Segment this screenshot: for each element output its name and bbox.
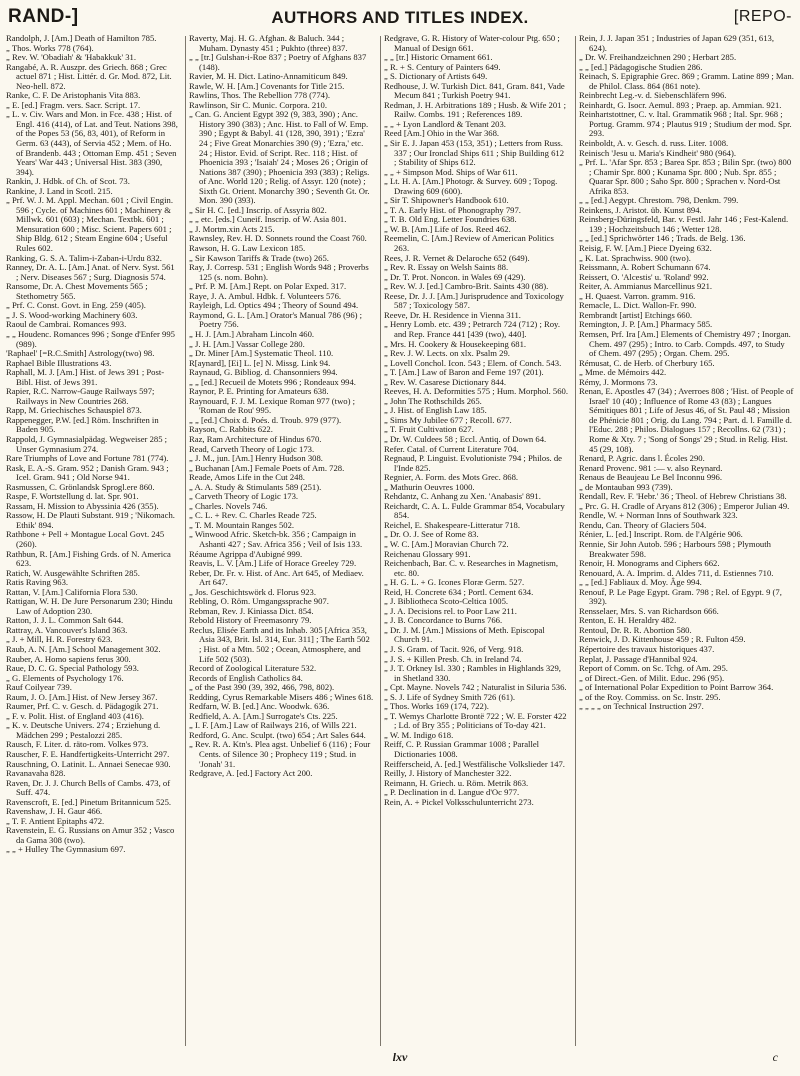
index-entry: Rendu, Can. Theory of Glaciers 504. [579,519,707,530]
index-entry: „ Rev. R. Essay on Welsh Saints 88. [384,262,509,273]
index-entry: Rawlinson, Sir C. Munic. Corpora. 210. [189,99,327,110]
index-entry: „ „ [ed.] Aegypt. Chrestom. 798, Denkm. 799. [579,195,739,206]
index-entry: Rassam, H. Mission to Abyssinia 426 (355). [6,500,159,511]
index-entry: „ Sir T. Shipowner's Handbook 610. [384,195,509,206]
index-entry: „ A. A. Study & Stimulants 589 (251). [189,481,322,492]
index-entry: „ E. [ed.] Fragm. vers. Sacr. Script. 17. [6,99,141,110]
index-entry: „ K. Lat. Sprachwiss. 900 (two). [579,252,691,263]
index-entry: Raphael Bible Illustrations 43. [6,357,112,368]
index-entry: Renard Provenc. 981 :— v. also Reynard. [579,462,723,473]
index-entry: „ J. Bibliotheca Scoto-Celtica 1005. [384,596,509,607]
index-entry: Replat, J. Passage d'Hannibal 924. [579,653,698,664]
index-entry: „ Prf. W. J. M. Appl. Mechan. 601 ; Civil Engin. 596 ; Cycle. of Machines 601 ; Machinery & Millwk. 601 (603) ; Mechan. Textbk. 601 ; Mensuration 600 ; Misc. Scient. Papers 601 ; Ship Bldg. 612 ; Steam Engine 604 ; Useful Rules 602. [6,195,173,254]
index-entry: Ravanavaha 828. [6,768,66,779]
index-entry: „ Prf. P. M. [Am.] Rept. on Polar Exped. 317. [189,281,347,292]
index-entry: Raz, Ram Architecture of Hindus 670. [189,433,322,444]
index-entry: „ G. Elements of Psychology 176. [6,672,124,683]
index-entry: Rembrandt [artist] Etchings 660. [579,309,693,320]
index-entry: Reichardt, C. A. L. Fulde Grammar 854, Vocabulary 854. [384,500,565,521]
index-column-2 [189,34,374,1050]
index-entry: „ T. M. Mountain Ranges 502. [189,519,295,530]
index-entry: Rauschning, O. Latinit. L. Annaei Senecae 930. [6,758,171,769]
index-entry: Reinhartstottner, C. v. Ital. Grammatik 968 ; Ital. Spr. 968 ; Portug. Gramm. 974 ; Plautus 919 ; Studium der mod. Spr. 293. [579,109,792,139]
index-entry: „ L. v. Civ. Wars and Mon. in Fce. 438 ; Hist. of Engl. 416 (414), of Lat. and Teut. Nations 398, of the Popes 53 (56, 83, 401), of Reform in Germ. 63 (443), of Servia 452 ; Mem. of Ho. of Brandenb. 443 ; Ottoman Emp. 451 ; Seven Years' War 443 ; Universal Hist. 383 (390, 394). [6,109,178,177]
index-entry: Rayleigh, Ld. Optics 494 ; Theory of Sound 494. [189,300,359,311]
index-entry: „ Rev. W. Casarese Dictionary 844. [384,376,507,387]
running-head-left: RAND-] [8,6,79,27]
index-entry: Rawle, W. H. [Am.] Covenants for Title 215. [189,80,345,91]
index-entry: Réaume Agrippa d'Aubigné 999. [189,548,303,559]
index-entry: Rattray, A. Vancouver's Island 363. [6,624,128,635]
index-entry: Raphall, M. J. [Am.] Hist. of Jews 391 ; Post-Bibl. Hist. of Jews 391. [6,367,165,387]
index-entry: „ Sims My Jubilee 677 ; Recoll. 677. [384,414,512,425]
index-entry: Reclus, Elisée Earth and its Inhab. 305 [Africa 353, Asia 343, Brit. Isl. 314, Eur. 311] ; The Earth 502 ; Hist. of a Mtn. 502 ; Ocean, Atmosphere, and Life 502 (503). [189,624,370,664]
index-entry: Randolph, J. [Am.] Death of Hamilton 785. [6,34,157,43]
index-entry: „ J. A. Decisions rel. to Poor Law 211. [384,605,517,616]
index-entry: Reimann, H. Griech. u. Röm. Metrik 863. [384,777,529,788]
index-entry: „ F. v. Polit. Hist. of England 403 (416). [6,710,144,721]
index-entry: Rathbone + Pell + Montague Local Govt. 245 (260). [6,529,165,549]
index-entry: Renouard, A. A. Imprim. d. Aldes 711, d. Estiennes 710. [579,567,774,578]
index-entry: „ T. Wemys Charlotte Brontë 722 ; W. E. Forster 422 ; Ld. of Bry 355 ; Politicians of To-day 421. [384,710,567,731]
index-entry: „ W. M. Indigo 618. [384,729,454,740]
index-entry: „ Thos. Works 778 (764). [6,42,94,53]
index-entry: „ Rev. R. A. Ktn's. Plea agst. Unbelief 6 (116) ; Four Cents. of Silence 30 ; Prophecy 119 ; Stud. in 'Jonah' 31. [189,739,371,769]
index-entry: Rappenegger, P.W. [ed.] Röm. Inschriften in Baden 905. [6,414,159,435]
index-entry: Raye, J. A. Ambul. Hdbk. f. Volunteers 576. [189,290,342,301]
index-entry: Redfield, A. A. [Am.] Surrogate's Cts. 225. [189,710,338,721]
index-entry: „ P. Declination in d. Langue d'Oc 977. [384,787,520,798]
index-entry: „ Prf. C. Const. Govt. in Eng. 259 (405). [6,300,146,311]
index-entry: Rattigan, W. H. De Jure Personarum 230; Hindu Law of Adoption 230. [6,596,173,616]
index-entry: Reinisch 'Jesu u. Maria's Kindheit' 980 (964). [579,147,737,158]
index-entry: Read, Carveth Theory of Logic 173. [189,443,315,454]
index-entry: Remsen, Prf. Ira [Am.] Elements of Chemistry 497 ; Inorgan. Chem. 497 (295) ; Intro. to Carb. Compds. 497, to Study of Chem. 497 (295) ; Organ. Chem. 295. [579,328,791,359]
page-title: AUTHORS AND TITLES INDEX. [271,8,529,27]
index-entry: Ranke, C. F. De Aristophanis Vita 883. [6,90,141,101]
index-entry: „ Rev. J. W. Lects. on xlx. Psalm 29. [384,348,510,359]
index-entry: Rennie, Sir John Autob. 596 ; Harbours 598 ; Plymouth Breakwater 598. [579,538,771,559]
index-entry: R[aynard], [Ei] L. [e] N. Missg. Link 94. [189,357,331,368]
index-entry: Ravenstein, E. G. Russians on Amur 352 ; Vasco da Gama 308 (two). [6,825,175,845]
index-entry: Renouf, P. Le Page Egypt. Gram. 798 ; Rel. of Egypt. 9 (7, 392). [579,586,782,607]
index-entry: „ H. G. L. + G. Icones Floræ Germ. 527. [384,577,525,588]
index-entry: Rémy, J. Mormons 73. [579,376,658,387]
index-entry: Rawson, H. G. Law Lexicon 185. [189,243,306,254]
index-entry: „ J. B. Concordance to Burns 766. [384,615,503,626]
index-entry: Reiter, A. Ammianus Marcellinus 921. [579,281,713,292]
index-entry: Ranney, Dr. A. L. [Am.] Anat. of Nerv. Syst. 561 ; Nerv. Diseases 567 ; Surg. Diagnosis 574. [6,262,175,282]
index-entry: Raverty, Maj. H. G. Afghan. & Baluch. 344 ; Muham. Dynasty 451 ; Pukhto (three) 837. [189,34,348,53]
index-entry: Ratich, W. Ausgewählte Schriften 285. [6,567,140,578]
index-entry: Raynaud, G. Bibliog. d. Chansonniers 994. [189,367,338,378]
index-entry: „ Prf. L. 'Afar Spr. 853 ; Barea Spr. 853 ; Bilin Spr. (two) 800 ; Chamir Spr. 800 ; Kunama Spr. 800 ; Nub. Spr. 855 ; Quarar Spr. 800 ; Saho Spr. 800 ; Sprachen v. Nord-Ost Afrika 853. [579,157,792,196]
index-entry: Rees, J. R. Vernet & Delaroche 652 (649). [384,252,530,263]
index-entry: „ H. J. [Am.] Abraham Lincoln 460. [189,328,315,339]
index-entry: Rawnsley, Rev. H. D. Sonnets round the Coast 760. [189,233,367,244]
index-entry: „ I. F. [Am.] Law of Railways 216, of Wills 221. [189,720,357,731]
index-entry: Reisig, F. W. [Am.] Piece Dyeing 632. [579,243,712,254]
index-entry: Reavis, L. V. [Am.] Life of Horace Greeley 729. [189,558,357,569]
index-entry: Raspe, F. Wortstellung d. lat. Spr. 901. [6,491,139,502]
index-entry: Reinach, S. Epigraphie Grec. 869 ; Gramm. Latine 899 ; Man. de Philol. Class. 864 (861 note). [579,71,794,91]
index-entry: „ H. Quaest. Varron. gramm. 916. [579,290,696,301]
page-header [8,4,792,32]
index-entry: Rankine, J. Land in Scotl. 215. [6,185,113,196]
index-entry: „ J. S. + Killen Presb. Ch. in Ireland 74. [384,653,522,664]
index-column-4 [579,34,794,1050]
index-entry: „ Lovell Conchol. Icon. 543 ; Elem. of Conch. 543. [384,357,562,368]
index-entry: Redhouse, J. W. Turkish Dict. 841, Gram. 841, Vade Mecum 841 ; Turkish Poetry 941. [384,80,565,101]
index-entry: „ C. L. + Rev. C. Charles Reade 725. [189,510,317,521]
index-entry: „ „ etc. [eds.] Cuneif. Inscrip. of W. Asia 801. [189,214,347,225]
index-entry: Rattan, V. [Am.] California Flora 530. [6,586,138,597]
index-entry: Redgrave, A. [ed.] Factory Act 200. [189,768,313,779]
index-entry: Rein, J. J. Japan 351 ; Industries of Japan 629 (351, 613, 624). [579,34,774,53]
index-entry: Reber, Dr. Fr. v. Hist. of Anc. Art 645, of Mediaev. Art 647. [189,567,364,588]
index-entry: „ John The Rothschilds 265. [384,395,482,406]
index-entry: „ of the Roy. Commiss. on Sc. Instr. 295. [579,691,721,702]
index-entry: Ratton, J. J. L. Common Salt 644. [6,615,124,626]
index-entry: Rappold, J. Gymnasialpädag. Wegweiser 285 ; Unser Gymnasium 274. [6,433,168,454]
index-entry: „ Charles. Novels 746. [189,500,268,511]
index-entry: Raven, Dr. J. J. Church Bells of Cambs. 473, of Suff. 474. [6,777,171,798]
index-entry: „ „ [ed.] Sprichwörter 146 ; Trads. de Belg. 136. [579,233,746,244]
index-entry: Reid, H. Concrete 634 ; Portl. Cement 634. [384,586,534,597]
index-entry: Reichenbach, Bar. C. v. Researches in Magnetism, etc. 80. [384,558,559,578]
index-entry: „ Rev. W. J. [ed.] Cambro-Brit. Saints 430 (88). [384,281,549,292]
running-head-right: [REPO- [733,8,792,25]
index-entry: Reinbrecht Leg.-v. d. Siebenschläfern 996. [579,90,727,101]
index-entry: Ranking, G. S. A. Talim-i-Zaban-i-Urdu 832. [6,252,162,263]
index-column-3 [384,34,568,1050]
index-entry: „ „ + Lyon Landlord & Tenant 203. [384,118,506,129]
index-entry: „ Mme. de Mémoirs 442. [579,367,667,378]
index-entry: Renan, E. Apostles 47 (34) ; Averroes 808 ; 'Hist. of People of Israel' 10 (40) ; Influence of Rome 43 (83) ; Langues Sémitiques 801 ; Life of Jesus 46, of St. Paul 48 ; Mission de Phénicie 801 ; Orig. du Lang. 794 ; Part. d. l. Famille d. l'Educ. 288 ; Philos. Dialogues 157 ; Recollns. 62 (731) ; Rome & Xty. 7 ; 'Song of Songs' 29 ; Stud. in Relig. Hist. 45 (29, 108). [579,386,794,454]
index-entry: „ Mrs. H. Cookery & Housekeeping 681. [384,338,527,349]
index-entry: „ T. B. Old Eng. Letter Foundries 638. [384,214,517,225]
index-entry: Rawlins, Thos. The Rebellion 778 (774). [189,90,331,101]
index-entry: Renaus de Beaujeau Le Bel Inconnu 996. [579,472,722,483]
index-entry: „ Buchanan [Am.] Female Poets of Am. 728. [189,462,345,473]
index-entry: Reinboldt, A. v. Gesch. d. russ. Liter. 1008. [579,138,729,149]
index-entry: „ Can. G. Ancient Egypt 392 (9, 383, 390) ; Anc. History 390 (383) ; Anc. Hist. to Fall of W. Emp. 390 ; Egypt & Babyl. 41 (128, 390, 391) ; 'Ezra' 24 ; Five Great Monarchies 390 (9) ; 'Ezra,' etc. 24 ; Histor. Evid. of Script. Rec. 118 ; Hist. of Phoenicia 393 ; 'Isaiah' 24 ; Moses 26 ; Origin of Nations 387 (390) ; Phoenicia 393 (383) ; Religs. of Anc. World 120 ; Relig. of Assyr. 120 (note) ; Sixth Gt. Orient. Monarchy 390 ; Seventh Gt. Or. Mon. 390 (393). [189,109,370,206]
index-entry: Report of Comm. on Sc. Tchg. of Am. 295. [579,663,728,674]
index-entry: „ Dr. O. J. See of Rome 83. [384,529,479,540]
index-entry: Ravier, M. H. Dict. Latino-Annamiticum 849. [189,71,348,82]
index-entry: „ of International Polar Expedition to Point Barrow 364. [579,682,774,693]
index-entry: „ S. Dictionary of Artists 649. [384,71,488,82]
index-entry: Reichel, E. Shakespeare-Litteratur 718. [384,519,521,530]
index-entry: Reiff, C. P. Russian Grammar 1008 ; Parallel Dictionaries 1008. [384,739,540,760]
index-entry: „ J. S. Wood-working Machinery 603. [6,309,138,320]
index-entry: „ T. A. Early Hist. of Phonography 797. [384,204,521,215]
index-entry: „ „ [tr.] Gulshan-i-Roe 837 ; Poetry of Afghans 837 (148). [189,52,367,72]
index-entry: „ W. B. [Am.] Life of Jos. Reed 462. [384,223,511,234]
index-entry: Raynouard, F. J. M. Lexique Roman 977 (two) ; 'Roman de Rou' 995. [189,395,356,416]
index-entry: Renoir, H. Monograms and Ciphers 662. [579,558,720,569]
index-entry: Rendle, W. + Norman Inns of Southwark 323. [579,510,738,521]
index-entry: Ravenscroft, E. [ed.] Pinetum Britannicum 525. [6,796,172,807]
index-entry: Rénier, L. [ed.] Inscript. Rom. de l'Algérie 906. [579,529,743,540]
index-entry: Raoul de Cambrai. Romances 993. [6,319,127,330]
index-entry: Rausch, F. Liter. d. räto-rom. Volkes 973. [6,739,149,750]
index-entry: Raumer, Prf. C. v. Gesch. d. Pädagogik 271. [6,701,159,712]
index-entry: Rankin, J. Hdbk. of Ch. of Scot. 73. [6,176,130,187]
index-entry: „ J. H. [Am.] Vassar College 280. [189,338,305,349]
index-entry: „ S. J. Life of Sydney Smith 726 (61). [384,691,516,702]
index-entry: Reed [Am.] Ohio in the War 368. [384,128,500,139]
index-entry: „ Dr. T. Prot. Noncon. in Wales 69 (429). [384,271,526,282]
index-entry: „ J. T. Orkney Isl. 330 ; Rambles in Highlands 329, in Shetland 330. [384,663,561,683]
index-entry: „ Thos. Works 169 (174, 722). [384,701,489,712]
index-entry: „ Jos. Geschichtswörk d. Florus 923. [189,586,316,597]
index-entry: „ Sir E. J. Japan 453 (153, 351) ; Letters from Russ. 337 ; Our Ironclad Ships 611 ; Ship Building 612 ; Stability of Ships 612. [384,138,565,168]
index-entry: Raum, J. O. [Am.] Hist. of New Jersey 367. [6,691,158,702]
index-entry: Records of English Catholics 84. [189,672,303,683]
index-entry: Rebman, Rev. J. Kiniassa Dict. 854. [189,605,314,616]
index-entry: Raub, A. N. [Am.] School Management 302. [6,644,161,654]
index-entry: Remacle, L. Dict. Wallon-Fr. 990. [579,300,697,311]
index-entry: Rein, A. + Pickel Volksschulunterricht 273. [384,796,534,807]
index-entry: Reeve, Dr. H. Residence in Vienna 311. [384,309,521,320]
index-entry: Reemelin, C. [Am.] Review of American Politics 263. [384,233,554,254]
index-entry: „ „ [ed.] Fabliaux d. Moy. Âge 994. [579,577,702,588]
index-entry: Rendall, Rev. F. 'Hebr.' 36 ; Theol. of Hebrew Christians 38. [579,491,787,502]
index-entry: Rapp, M. Griechisches Schauspiel 873. [6,405,142,416]
index-entry: Rauber, A. Homo sapiens ferus 300. [6,653,131,664]
page-number: lxv [392,1050,408,1064]
index-entry: „ Henry Lomb. etc. 439 ; Petrarch 724 (712) ; Roy. and Rep. France 441 [439 (two), 440]. [384,319,560,339]
index-entry: Rathbun, R. [Am.] Fishing Grds. of N. America 623. [6,548,171,569]
index-entry: „ Sir Kawson Tariffs & Trade (two) 265. [189,252,329,263]
index-entry: Reinhardt, G. Isocr. Aemul. 893 ; Praep. ap. Ammian. 921. [579,99,782,110]
index-entry: „ Prc. G. H. Cradle of Aryans 812 (306) ; Emperor Julian 49. [579,500,790,511]
signature-mark: c [772,1050,778,1064]
index-entry: Ransome, Dr. A. Chest Movements 565 ; Stethometry 565. [6,281,148,301]
index-entry: Reilly, J. History of Manchester 322. [384,768,512,779]
index-entry: Redgrave, G. R. History of Water-colour Ptg. 650 ; Manual of Design 661. [384,34,560,53]
index-entry: „ T. Fruit Cultivation 627. [384,424,474,435]
index-entry: Redman, J. H. Arbitrations 189 ; Husb. & Wife 201 ; Railw. Combs. 191 ; References 189. [384,99,567,120]
index-entry: „ Rev. W. 'Obadiah' & 'Habakkuk' 31. [6,52,136,63]
index-entry: „ J. S. Gram. of Tacit. 926, of Verg. 918. [384,644,524,654]
index-entry: Reissmann, A. Robert Schumann 674. [579,262,711,273]
index-entry: Reichenau Glossary 991. [384,548,471,559]
index-entry: „ „ Houdenc. Romances 996 ; Songe d'Enfer 995 (989). [6,328,175,349]
index-entry: Redford, G. Anc. Sculpt. (two) 654 ; Art Sales 644. [189,729,366,740]
index-entry: „ Cpt. Mayne. Novels 742 ; Naturalist in Siluria 536. [384,682,567,693]
index-entry: Reese, Dr. J. J. [Am.] Jurisprudence and Toxicology 587 ; Toxicology 587. [384,290,564,311]
index-entry: Rebold History of Freemasonry 79. [189,615,312,626]
index-entry: Refer. Catal. of Current Literature 704. [384,443,519,454]
index-entry: „ de Montauban 993 (739). [579,481,673,492]
index-entry: Reade, Amos Life in the Cut 248. [189,472,305,483]
index-entry: Rensselaer, Mrs. S. van Richardson 666. [579,605,719,616]
index-entry: „ „ [ed.] Choix d. Poés. d. Troub. 979 (977). [189,414,342,425]
index-entry: „ „ [tr.] Historic Ornament 661. [384,52,493,63]
index-column-1 [6,34,178,1050]
index-entry: Rayson, C. Rabbits 622. [189,424,273,435]
index-entry: „ Mathurin Oeuvres 1000. [384,481,475,492]
index-entry: Reinkens, J. Aristot. üb. Kunst 894. [579,204,702,215]
index-entry: Ray, J. Corresp. 531 ; English Words 948 ; Proverbs 125 (s. nom. Bohn). [189,262,369,282]
index-entry: „ „ + Hulley The Gymnasium 697. [6,844,126,855]
index-entry: Redfarn, W. B. [ed.] Anc. Woodwk. 636. [189,701,330,712]
index-entry: Renard, P. Agric. dans l. Écoles 290. [579,453,705,464]
index-entry: Regnaud, P. Linguist. Evolutioniste 794 ; Philos. de l'Inde 825. [384,453,563,473]
index-entry: Rauscher, F. E. Handfertigkeits-Unterricht 297. [6,749,170,760]
index-entry: Ravenshaw, J. H. Gaur 466. [6,806,103,817]
index-entry: 'Raphael' [=R.C.Smith] Astrology(two) 98. [6,348,155,359]
index-entry: Renton, E. H. Heraldry 482. [579,615,677,626]
index-entry: Reinsberg-Düringsfeld, Bar. v. Festl. Jahr 146 ; Fest-Kalend. 139 ; Hochzeitsbuch 146 ; Wetter 128. [579,214,789,234]
index-entry: Rémusat, C. de Herb. of Cherbury 165. [579,357,715,368]
index-entry: „ of Direct.-Gen. of Milit. Educ. 296 (95). [579,672,725,683]
index-entry: Répertoire des travaux historiques 437. [579,644,715,654]
index-entry: Rehdantz, C. Anhang zu Xen. 'Anabasis' 891. [384,491,541,502]
index-columns [6,34,794,1050]
index-entry: Rare Triumphs of Love and Fortune 781 (774). [6,453,169,464]
index-entry: „ „ [ed.] Pädagogische Studien 286. [579,61,703,72]
index-entry: Reifferscheid, A. [ed.] Westfälische Volkslieder 147. [384,758,565,769]
index-entry: Rassow, H. De Plauti Substant. 919 ; 'Nikomach. Ethik' 894. [6,510,175,530]
index-entry: „ T. [Am.] Law of Baron and Feme 197 (201). [384,367,544,378]
index-entry: „ Lt. H. A. [Am.] Photogr. & Survey. 609 ; Topog. Drawing 609 (600). [384,176,558,196]
index-entry: „ Sir H. C. [ed.] Inscrip. of Assyria 802. [189,204,327,215]
index-entry: Rebling, O. Röm. Umgangssprache 907. [189,596,329,607]
index-entry: „ Winwood Afric. Sketch-bk. 356 ; Campaign in Ashanti 427 ; Sav. Africa 356 ; Veil of Isis 133. [189,529,363,549]
index-entry: Ratis Raving 963. [6,577,69,588]
index-entry: „ J. M., jun. [Am.] Henry Hudson 308. [189,453,323,464]
index-entry: Raue, D. C. G. Special Pathology 593. [6,663,139,674]
index-entry: Rasmussen, C. Grönlandsk Sprogl.ere 860. [6,481,155,492]
index-entry: „ „ „ „ on Technical Instruction 297. [579,701,704,712]
index-entry: „ Dr. W. Freihandzeichnen 290 ; Herbart 285. [579,52,737,63]
index-entry: Rauf Coilyear 739. [6,682,72,693]
index-entry: Regnier, A. Form. des Mots Grec. 868. [384,472,519,483]
index-entry: Remington, J. P. [Am.] Pharmacy 585. [579,319,713,330]
index-entry: Raymond, G. L. [Am.] Orator's Manual 786 (96) ; Poetry 756. [189,309,363,330]
index-entry: Redding, Cyrus Remarkable Misers 486 ; Wines 618. [189,691,374,702]
index-entry: „ J. Mortm.xin Acts 215. [189,223,275,234]
index-entry: Rangabé, A. R. Auszpr. des Griech. 868 ; Grec actuel 871 ; Hist. Littér. d. Gr. Mod. 872, Lit. Neo-hell. 872. [6,61,172,91]
index-entry: „ Dr. W. Culdees 58 ; Eccl. Antiq. of Down 64. [384,433,547,444]
index-entry: Raynor, P. E. Printing for Amateurs 638. [189,386,329,397]
index-entry: Rask, E. A.-S. Gram. 952 ; Danish Gram. 943 ; Icel. Gram. 941 ; Old Norse 941. [6,462,169,483]
index-entry: „ „ + Simpson Mod. Ships of War 611. [384,166,518,177]
index-entry: Renwick, J. D. Kittenhouse 459 ; R. Fulton 459. [579,634,746,645]
index-entry: „ Dr. J. M. [Am.] Missions of Meth. Episcopal Church 91. [384,624,545,645]
index-entry: „ W. C. [Am.] Moravian Church 72. [384,538,509,549]
index-entry: „ J. + Mill, H. R. Forestry 623. [6,634,113,645]
index-entry: „ T. F. Antient Epitaphs 472. [6,815,105,826]
index-entry: „ of the Past 390 (39, 392, 466, 798, 802). [189,682,335,693]
index-entry: „ Dr. Miner [Am.] Systematic Theol. 110. [189,348,334,359]
index-entry: „ K. v. Deutsche Univers. 274 ; Erziehung d. Mädchen 299 ; Pestalozzi 285. [6,720,161,740]
index-entry: „ Carveth Theory of Logic 173. [189,491,299,502]
index-entry: Reissert, O. 'Alcestis' u. 'Roland' 992. [579,271,709,282]
index-entry: Rapier, R.C. Narrow-Gauge Railways 597; Railways in New Countries 268. [6,386,155,406]
index-entry: Reeves, H. A. Deformities 575 ; Hum. Morphol. 560. [384,386,568,397]
index-entry: Record of Zoological Literature 532. [189,663,317,674]
index-entry: „ J. Hist. of English Law 185. [384,405,487,416]
index-entry: „ „ [ed.] Recueil de Motets 996 ; Rondeaux 994. [189,376,356,387]
index-entry: Rentoul, Dr. R. R. Abortion 580. [579,624,692,635]
index-entry: „ R. + S. Century of Painters 649. [384,61,501,72]
